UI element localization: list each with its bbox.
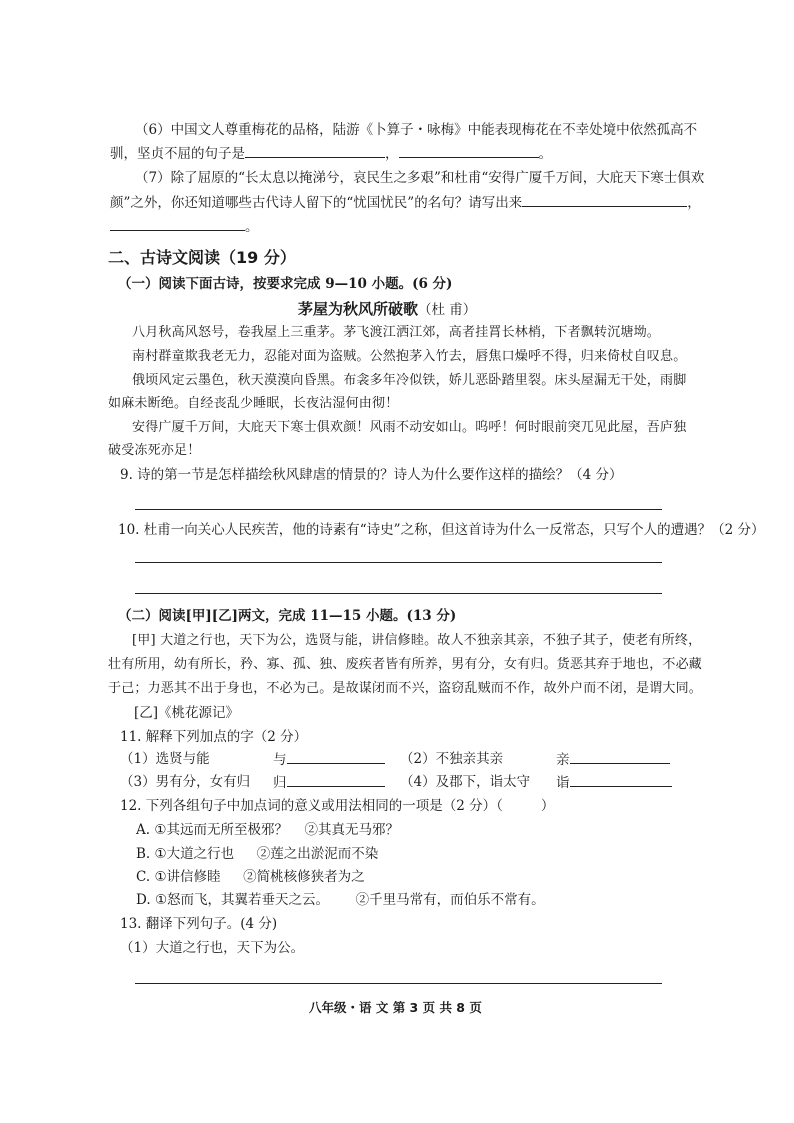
q7-end: 。	[245, 219, 259, 235]
poem-line-4: 如麻未断绝。自经丧乱少睡眠，长夜沾湿何由彻！	[108, 396, 399, 411]
section2-title: 二、古诗文阅读（19 分）	[108, 248, 296, 267]
jia-line-3: 于己；力恶其不出于身也，不必为己。是故谋闭而不兴，盗窃乱贼而不作，故外户而不闭，是谓大同。	[108, 681, 703, 696]
poem-line-3: 俄顷风定云墨色，秋天漠漠向昏黑。布衾多年冷似铁，娇儿恶卧踏里裂。床头屋漏无干处，雨脚	[132, 373, 687, 388]
q6-sep: ，	[385, 146, 399, 162]
q7-sep: ，	[687, 195, 701, 211]
q12-option-c-key: C.	[136, 869, 151, 885]
q12-option-d-key: D.	[136, 892, 151, 908]
q9-answer-line[interactable]	[135, 509, 662, 510]
q6-answer-blank-2[interactable]	[399, 143, 539, 158]
poem-line-5: 安得广厦千万间，大庇天下寒士俱欢颜！风雨不动安如山。呜呼！何时眼前突兀见此屋，吾庐独	[132, 420, 687, 435]
q9-stem: 9. 诗的第一节是怎样描绘秋风肆虐的情景的？诗人为什么要作这样的描绘？（4 分）	[120, 467, 623, 483]
q12-option-a[interactable]	[136, 820, 399, 840]
q11-item-3-blank[interactable]	[287, 772, 385, 787]
q12-option-b[interactable]	[136, 844, 378, 864]
q7-line1: （7）除了屈原的“长太息以掩涕兮，哀民生之多艰”和杜甫“安得广厦千万间，大庇天下寒士俱欢	[135, 170, 705, 186]
q7-line2	[110, 192, 701, 213]
q12-option-b-2: ②莲之出淤泥而不染	[256, 846, 379, 862]
q7-answer-blank-1[interactable]	[522, 192, 687, 207]
q12-stem: 12. 下列各组句子中加点词的意义或用法相同的一项是（2 分）（	[120, 798, 503, 814]
q12-option-b-1: ①大道之行也	[154, 846, 235, 862]
q12-option-b-key: B.	[136, 846, 151, 862]
poem-line-2: 南村群童欺我老无力，忍能对面为盗贼。公然抱茅入竹去，唇焦口燥呼不得，归来倚杖自叹息。	[132, 349, 687, 364]
q12-option-c-2: ②简桃核修狭者为之	[243, 869, 365, 885]
q11-item-3: （3）男有分，女有归	[120, 774, 251, 790]
q11-item-3-answer	[273, 772, 385, 793]
q11-item-4-answer	[556, 772, 672, 793]
q12-option-a-key: A.	[136, 822, 151, 838]
q10-answer-line-1[interactable]	[135, 562, 662, 563]
q12-option-d-1: ①怒而飞，其翼若垂天之云。	[154, 892, 330, 908]
q6-answer-blank-1[interactable]	[245, 143, 385, 158]
q11-item-2-answer	[556, 749, 670, 770]
yi-title: [乙]《桃花源记》	[134, 705, 240, 721]
q6-line1: （6）中国文人尊重梅花的品格，陆游《卜算子・咏梅》中能表现梅花在不幸处境中依然孤高不	[135, 122, 698, 138]
q11-item-2-char: 亲	[556, 752, 570, 768]
q10-stem: 10. 杜甫一向关心人民疾苦，他的诗素有“诗史”之称，但这首诗为什么一反常态，只写个人的遭遇？（2 分）	[118, 522, 765, 538]
q12-option-a-2: ②其真无马邪？	[304, 822, 400, 838]
q11-item-2: （2）不独亲其亲	[400, 751, 504, 767]
part2-intro: （二）阅读[甲][乙]两文，完成 11—15 小题。(13 分)	[118, 608, 457, 624]
q11-stem: 11. 解释下列加点的字（2 分）	[120, 729, 308, 745]
q12-option-d[interactable]	[136, 890, 545, 910]
q6-line2-text: 驯，坚贞不屈的句子是	[110, 146, 245, 162]
q11-item-1-char: 与	[273, 752, 287, 768]
q12-stem-line	[120, 796, 554, 816]
part1-intro: （一）阅读下面古诗，按要求完成 9—10 小题。(6 分)	[118, 276, 453, 292]
q7-line2-text: 颜”之外，你还知道哪些古代诗人留下的“忧国忧民”的名句？请写出来	[110, 195, 523, 211]
q7-line3	[110, 216, 259, 237]
poem-title: 茅屋为秋风所破歌	[298, 300, 419, 318]
q10-answer-line-2[interactable]	[135, 593, 662, 594]
q11-item-2-blank[interactable]	[570, 749, 670, 764]
q11-item-4-char: 诣	[556, 775, 570, 791]
q12-option-d-2: ②千里马常有，而伯乐不常有。	[355, 892, 545, 908]
q12-option-c-1: ①讲信修睦	[154, 869, 221, 885]
poem-author: （杜 甫）	[418, 302, 477, 318]
q12-option-a-1: ①其远而无所至极邪？	[154, 822, 288, 838]
q12-option-c[interactable]	[136, 867, 365, 887]
poem-line-1: 八月秋高风怒号，卷我屋上三重茅。茅飞渡江洒江郊，高者挂罥长林梢，下者飘转沉塘坳。	[132, 325, 661, 340]
poem-line-6: 破受冻死亦足！	[108, 443, 201, 458]
q13-answer-line[interactable]	[135, 983, 662, 984]
q11-item-1-blank[interactable]	[287, 749, 385, 764]
q13-item-1: （1）大道之行也，天下为公。	[120, 940, 305, 956]
q11-item-4: （4）及郡下，诣太守	[400, 774, 531, 790]
q11-item-4-blank[interactable]	[570, 772, 672, 787]
q13-stem: 13. 翻译下列句子。(4 分)	[120, 916, 278, 932]
jia-line-2: 壮有所用，幼有所长，矜、寡、孤、独、废疾者皆有所养，男有分，女有归。货恶其弃于地也，不必藏	[108, 657, 703, 672]
poem-title-line	[298, 299, 476, 320]
q7-answer-blank-2[interactable]	[110, 216, 245, 231]
q11-item-3-char: 归	[273, 775, 287, 791]
q6-line2	[110, 143, 552, 164]
q11-item-1-answer	[273, 749, 385, 770]
q6-end: 。	[538, 146, 552, 162]
q11-item-1: （1）选贤与能	[120, 751, 210, 767]
q12-stem-end: ）	[540, 798, 555, 814]
jia-line-1: [甲] 大道之行也，天下为公，选贤与能，讲信修睦。故人不独亲其亲，不独子其子，使老有所终，	[132, 633, 702, 648]
page-footer: 八年级・语 文 第 3 页 共 8 页	[309, 1000, 482, 1015]
